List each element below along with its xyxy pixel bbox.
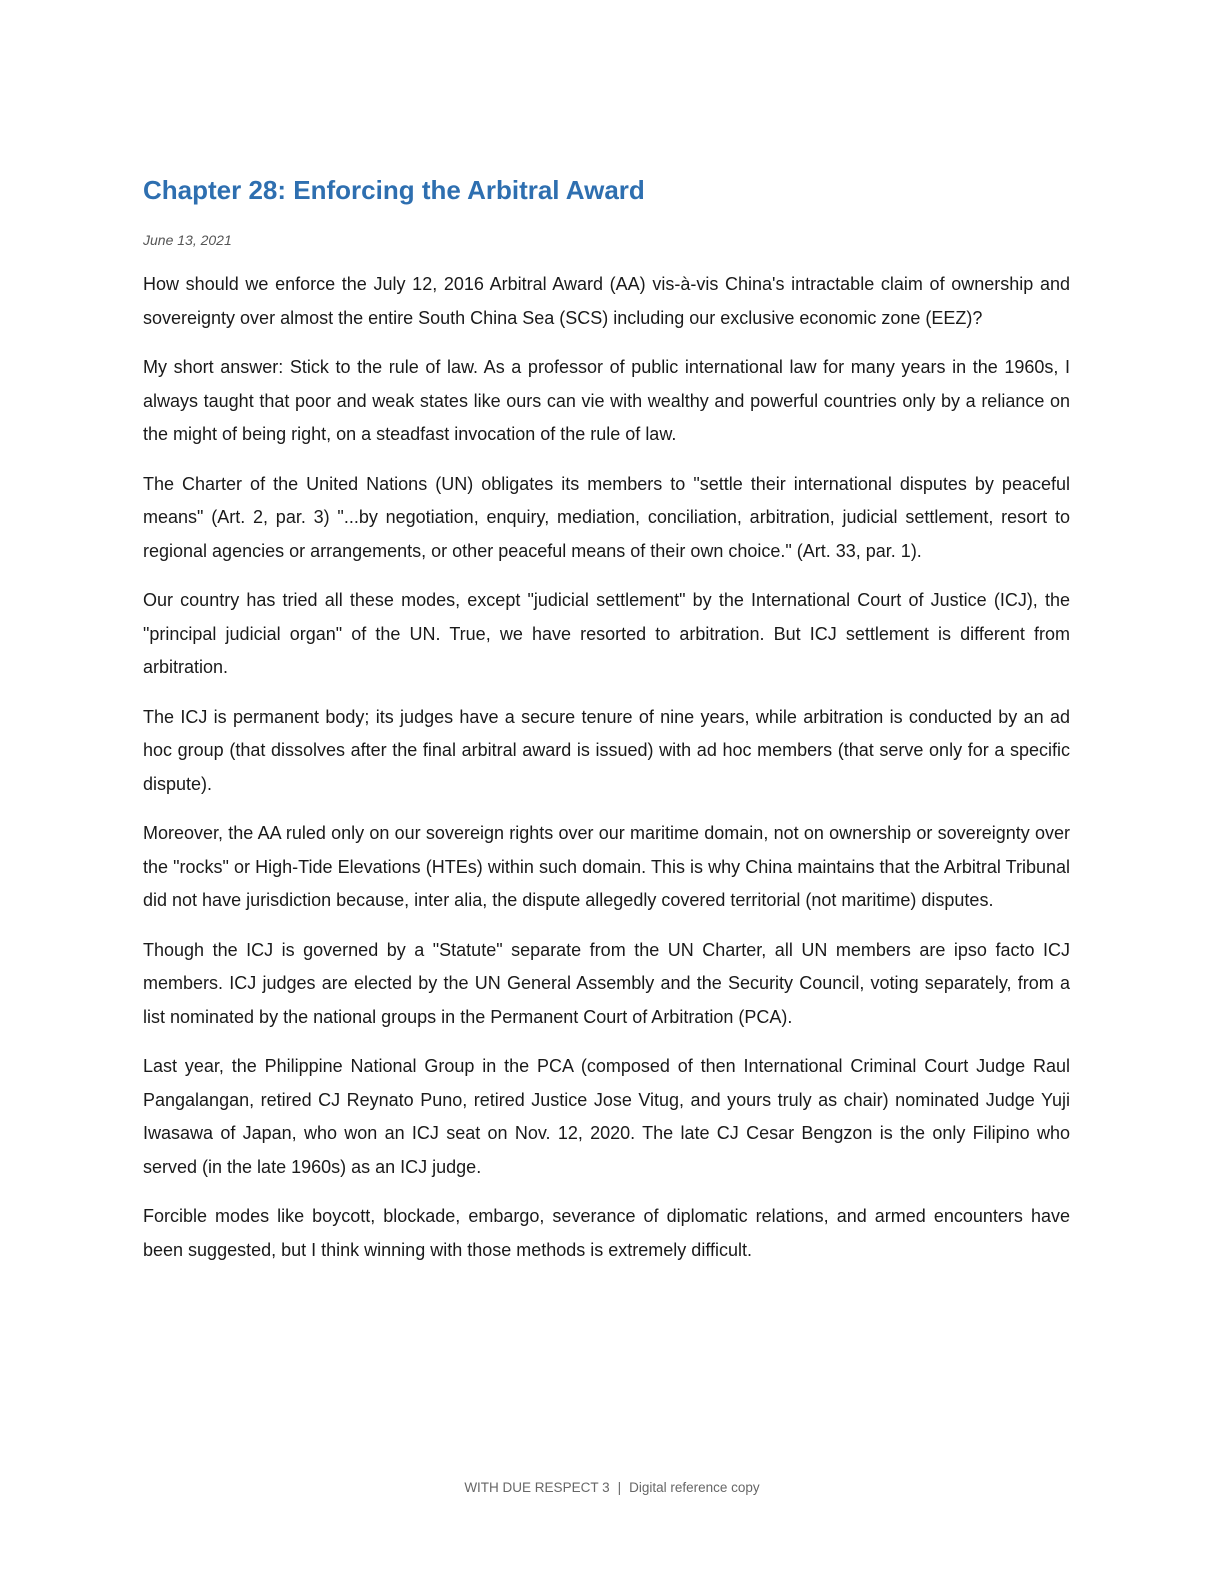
paragraph: Moreover, the AA ruled only on our sovereign rights over our maritime domain, not on ownership or sovereignty over the "rocks" or High-Tide Elevations (HTEs) within such domain. This is why China maintains that the Arbitral Tribunal did not have jurisdiction because, inter alia, the dispute allegedly covered territorial (not maritime) disputes. [143, 823, 1070, 910]
page-footer [0, 1478, 1224, 1498]
body-text [143, 268, 1070, 1267]
footer-note: Digital reference copy [629, 1480, 760, 1495]
document-page [143, 172, 1070, 1283]
footer-separator: | [617, 1480, 622, 1495]
paragraph: Forcible modes like boycott, blockade, embargo, severance of diplomatic relations, and armed encounters have been suggested, but I think winning with those methods is extremely difficult. [143, 1206, 1070, 1260]
chapter-title: Chapter 28: Enforcing the Arbitral Award [143, 175, 645, 205]
footer-book-title: WITH DUE RESPECT 3 [464, 1480, 610, 1495]
publication-date: June 13, 2021 [143, 232, 232, 248]
paragraph: Last year, the Philippine National Group in the PCA (composed of then International Criminal Court Judge Raul Pangalangan, retired CJ Reynato Puno, retired Justice Jose Vitug, and yours truly as chair) nominated Judge Yuji Iwasawa of Japan, who won an ICJ seat on Nov. 12, 2020. The late CJ Cesar Bengzon is the only Filipino who served (in the late 1960s) as an ICJ judge. [143, 1056, 1070, 1177]
paragraph: Our country has tried all these modes, except "judicial settlement" by the International Court of Justice (ICJ), the "principal judicial organ" of the UN. True, we have resorted to arbitration. But ICJ settlement is different from arbitration. [143, 590, 1070, 677]
paragraph: The Charter of the United Nations (UN) obligates its members to "settle their international disputes by peaceful means" (Art. 2, par. 3) "...by negotiation, enquiry, mediation, conciliation, arbitration, judicial settlement, resort to regional agencies or arrangements, or other peaceful means of their own choice." (Art. 33, par. 1). [143, 473, 1070, 561]
paragraph: How should we enforce the July 12, 2016 Arbitral Award (AA) vis-à-vis China's intractable claim of ownership and sovereignty over almost the entire South China Sea (SCS) including our exclusive economic zone (EEZ)? [143, 274, 1070, 328]
paragraph: The ICJ is permanent body; its judges have a secure tenure of nine years, while arbitration is conducted by an ad hoc group (that dissolves after the final arbitral award is issued) with ad hoc members (that serve only for a specific dispute). [143, 706, 1070, 794]
paragraph: My short answer: Stick to the rule of law. As a professor of public international law for many years in the 1960s, I always taught that poor and weak states like ours can vie with wealthy and powerful countries only by a reliance on the might of being right, on a steadfast invocation of the rule of law. [143, 357, 1070, 444]
paragraph: Though the ICJ is governed by a "Statute" separate from the UN Charter, all UN members are ipso facto ICJ members. ICJ judges are elected by the UN General Assembly and the Security Council, voting separately, from a list nominated by the national groups in the Permanent Court of Arbitration (PCA). [143, 939, 1070, 1027]
